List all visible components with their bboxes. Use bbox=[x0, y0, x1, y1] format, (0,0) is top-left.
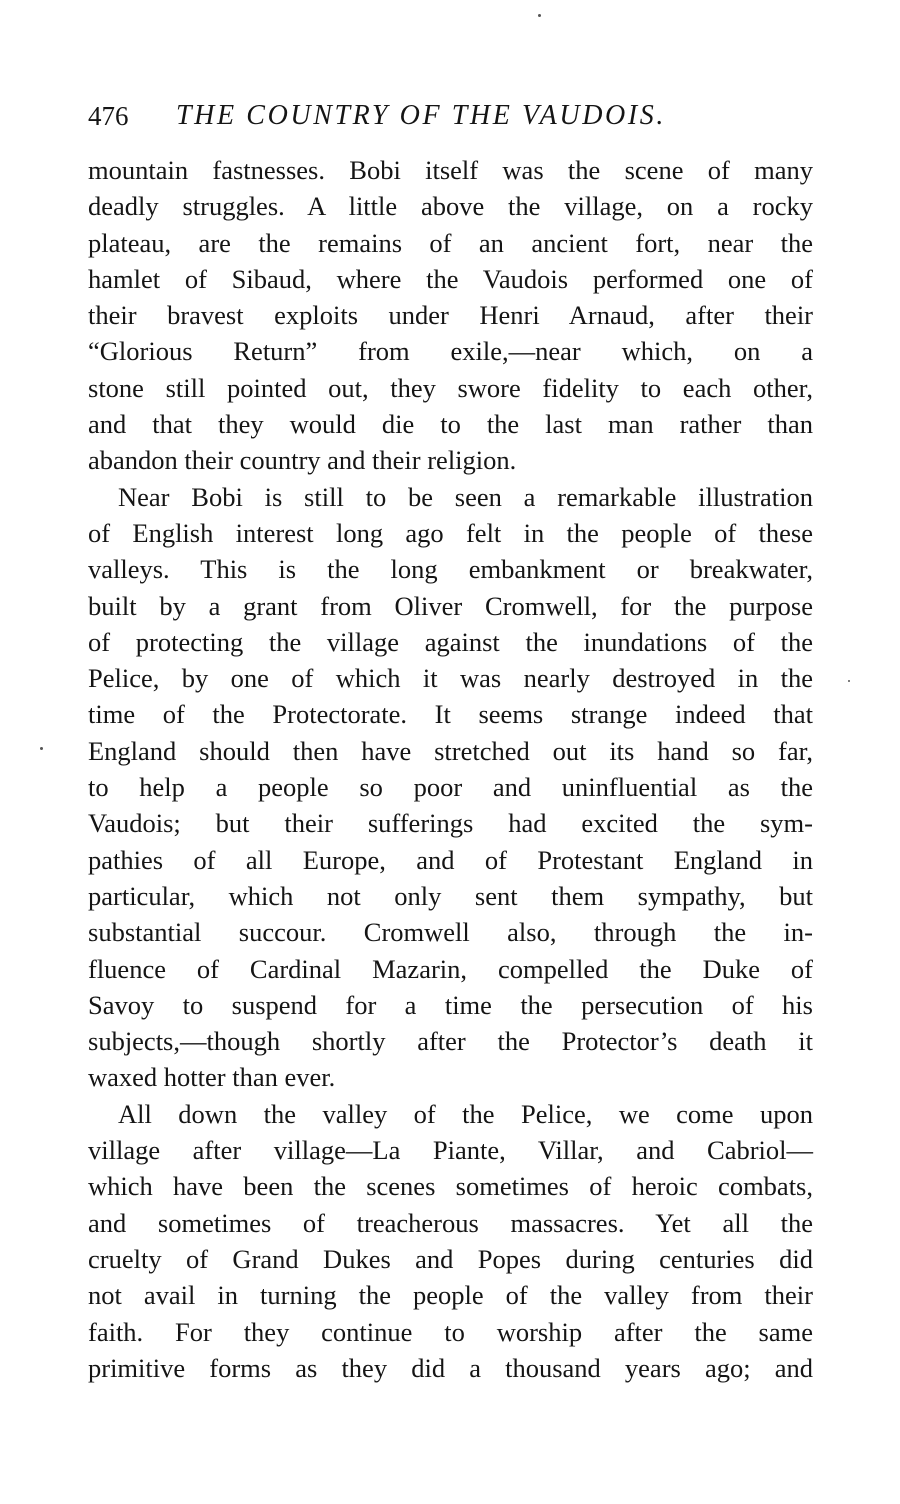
text-line: abandon their country and their religion. bbox=[88, 445, 517, 476]
text-line: mountain fastnesses. Bobi itself was the scene of many bbox=[88, 155, 813, 185]
text-line: to help a people so poor and uninfluential as the bbox=[88, 772, 813, 803]
text-line: of English interest long ago felt in the people of these bbox=[88, 517, 813, 548]
text-line: not avail in turning the people of the valley from their bbox=[88, 1280, 813, 1311]
print-speck bbox=[538, 14, 541, 17]
paragraph-1 bbox=[88, 152, 813, 479]
text-line: built by a grant from Oliver Cromwell, for the purpose bbox=[88, 590, 813, 621]
text-line: their bravest exploits under Henri Arnaud, after their bbox=[88, 300, 813, 331]
text-line: waxed hotter than ever. bbox=[88, 1062, 336, 1093]
paragraph-2 bbox=[88, 479, 813, 1096]
text-line: village after village—La Piante, Villar, and Cabriol— bbox=[88, 1135, 813, 1166]
text-line: faith. For they continue to worship after the same bbox=[88, 1316, 813, 1347]
body-text bbox=[88, 152, 813, 1386]
text-line: time of the Protectorate. It seems strange indeed that bbox=[88, 699, 813, 730]
text-line: Pelice, by one of which it was nearly destroyed in the bbox=[88, 663, 813, 694]
text-line: Near Bobi is still to be seen a remarkable illustration bbox=[118, 481, 813, 512]
text-line: All down the valley of the Pelice, we come upon bbox=[118, 1098, 813, 1129]
text-line: hamlet of Sibaud, where the Vaudois performed one of bbox=[88, 263, 813, 294]
text-line: deadly struggles. A little above the village, on a rocky bbox=[88, 191, 813, 222]
text-line: Vaudois; but their sufferings had excited the sym- bbox=[88, 808, 813, 839]
text-line: plateau, are the remains of an ancient fort, near the bbox=[88, 227, 813, 258]
text-line: which have been the scenes sometimes of heroic combats, bbox=[88, 1171, 813, 1202]
text-line: primitive forms as they did a thousand years ago; and bbox=[88, 1352, 813, 1383]
text-line: fluence of Cardinal Mazarin, compelled the Duke of bbox=[88, 953, 813, 984]
text-line: substantial succour. Cromwell also, through the in- bbox=[88, 917, 813, 948]
text-line: England should then have stretched out its hand so far, bbox=[88, 735, 813, 766]
text-line: pathies of all Europe, and of Protestant England in bbox=[88, 844, 813, 875]
page-number: 476 bbox=[88, 101, 129, 131]
text-line: valleys. This is the long embankment or breakwater, bbox=[88, 554, 813, 585]
text-line: and that they would die to the last man rather than bbox=[88, 409, 813, 440]
text-line: “Glorious Return” from exile,—near which, on a bbox=[88, 336, 813, 367]
running-head bbox=[88, 96, 808, 136]
text-line: subjects,—though shortly after the Protector’s death it bbox=[88, 1026, 813, 1057]
text-line: cruelty of Grand Dukes and Popes during centuries did bbox=[88, 1243, 813, 1274]
paragraph-3 bbox=[88, 1096, 813, 1386]
running-title: THE COUNTRY OF THE VAUDOIS. bbox=[176, 100, 666, 131]
text-line: particular, which not only sent them sympathy, but bbox=[88, 880, 813, 911]
text-line: Savoy to suspend for a time the persecution of his bbox=[88, 989, 813, 1020]
text-line: of protecting the village against the inundations of the bbox=[88, 626, 813, 657]
text-line: stone still pointed out, they swore fidelity to each other, bbox=[88, 372, 813, 403]
text-line: and sometimes of treacherous massacres. Yet all the bbox=[88, 1207, 813, 1238]
print-speck bbox=[848, 680, 850, 682]
print-speck bbox=[40, 747, 43, 750]
